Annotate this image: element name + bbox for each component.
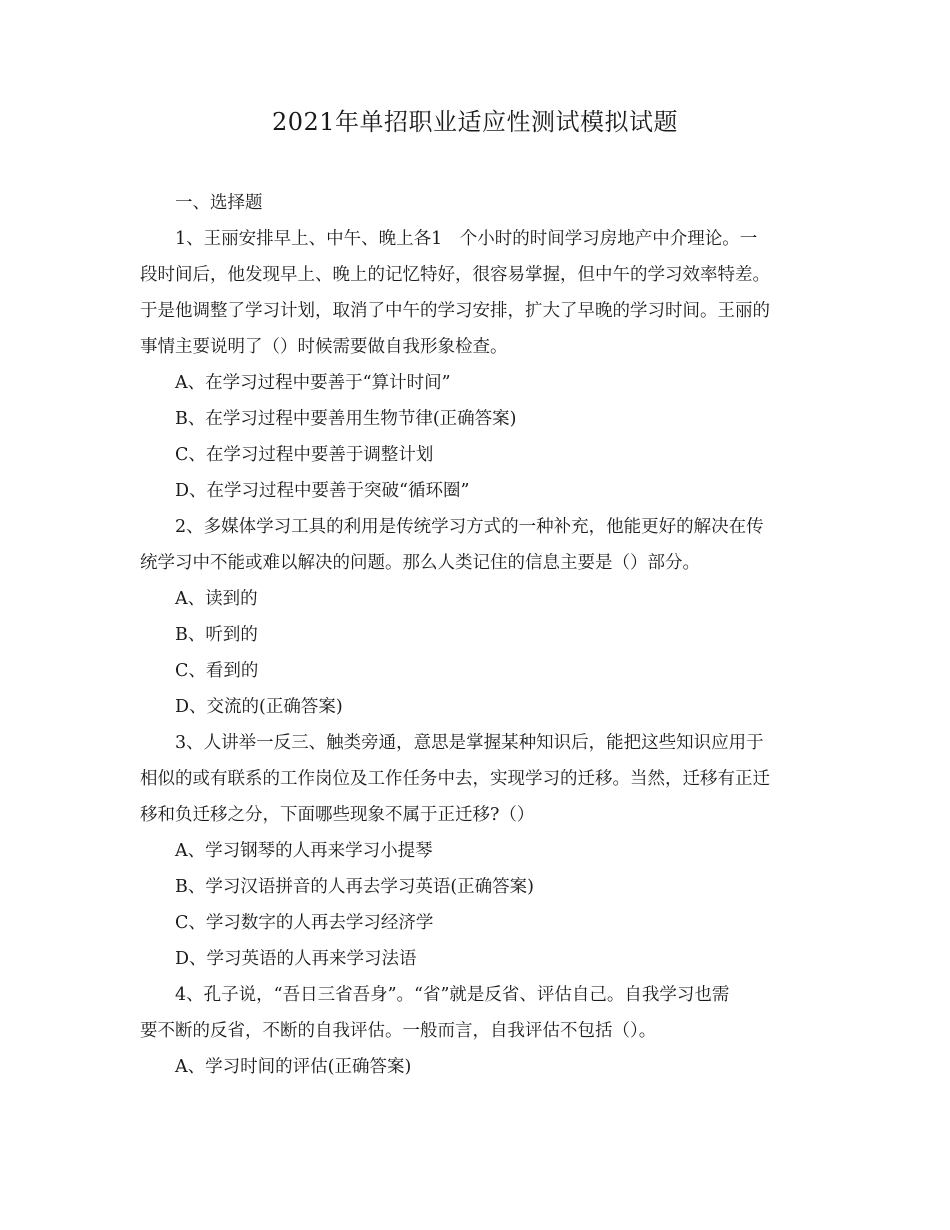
question-3-option-d: D、学习英语的人再来学习法语 bbox=[175, 949, 417, 969]
question-1-text-line-4: 事情主要说明了（）时候需要做自我形象检查。 bbox=[140, 337, 508, 357]
question-2-text-line-2: 统学习中不能或难以解决的问题。那么人类记住的信息主要是（）部分。 bbox=[140, 553, 700, 573]
question-4-text-line-1: 4、孔子说，“吾日三省吾身”。“省”就是反省、评估自己。自我学习也需 bbox=[175, 985, 730, 1005]
question-1-option-b: B、在学习过程中要善用生物节律(正确答案) bbox=[175, 409, 517, 429]
question-1-option-a: A、在学习过程中要善于“算计时间” bbox=[175, 373, 451, 393]
question-3-option-b: B、学习汉语拼音的人再去学习英语(正确答案) bbox=[175, 877, 535, 897]
section-heading: 一、选择题 bbox=[175, 193, 263, 213]
question-4-text-line-2: 要不断的反省，不断的自我评估。一般而言，自我评估不包括（）。 bbox=[140, 1021, 657, 1041]
question-2-option-c: C、看到的 bbox=[175, 661, 259, 681]
question-3-text-line-2: 相似的或有联系的工作岗位及工作任务中去，实现学习的迁移。当然，迁移有正迁 bbox=[140, 769, 770, 789]
document-body bbox=[140, 185, 812, 1085]
question-1-text-line-2: 段时间后，他发现早上、晚上的记忆特好，很容易掌握，但中午的学习效率特差。 bbox=[140, 265, 770, 285]
document-title: 2021年单招职业适应性测试模拟试题 bbox=[271, 108, 679, 136]
question-2-text-line-1: 2、多媒体学习工具的利用是传统学习方式的一种补充，他能更好的解决在传 bbox=[175, 517, 764, 537]
question-3-option-c: C、学习数字的人再去学习经济学 bbox=[175, 913, 434, 933]
question-1-option-d: D、在学习过程中要善于突破“循环圈” bbox=[175, 481, 470, 501]
question-2-option-a: A、读到的 bbox=[175, 589, 258, 609]
question-3-text-line-3: 移和负迁移之分，下面哪些现象不属于正迁移?（） bbox=[140, 805, 535, 825]
question-3-text-line-1: 3、人讲举一反三、触类旁通，意思是掌握某种知识后，能把这些知识应用于 bbox=[175, 733, 764, 753]
question-2-option-b: B、听到的 bbox=[175, 625, 258, 645]
question-4-option-a: A、学习时间的评估(正确答案) bbox=[175, 1057, 412, 1077]
question-1-text-line-3: 于是他调整了学习计划，取消了中午的学习安排，扩大了早晚的学习时间。王丽的 bbox=[140, 301, 770, 321]
question-3-option-a: A、学习钢琴的人再来学习小提琴 bbox=[175, 841, 433, 861]
question-1-option-c: C、在学习过程中要善于调整计划 bbox=[175, 445, 434, 465]
question-2-option-d: D、交流的(正确答案) bbox=[175, 697, 343, 717]
question-1-text-line-1: 1、王丽安排早上、中午、晚上各1 个小时的时间学习房地产中介理论。一 bbox=[175, 229, 758, 249]
